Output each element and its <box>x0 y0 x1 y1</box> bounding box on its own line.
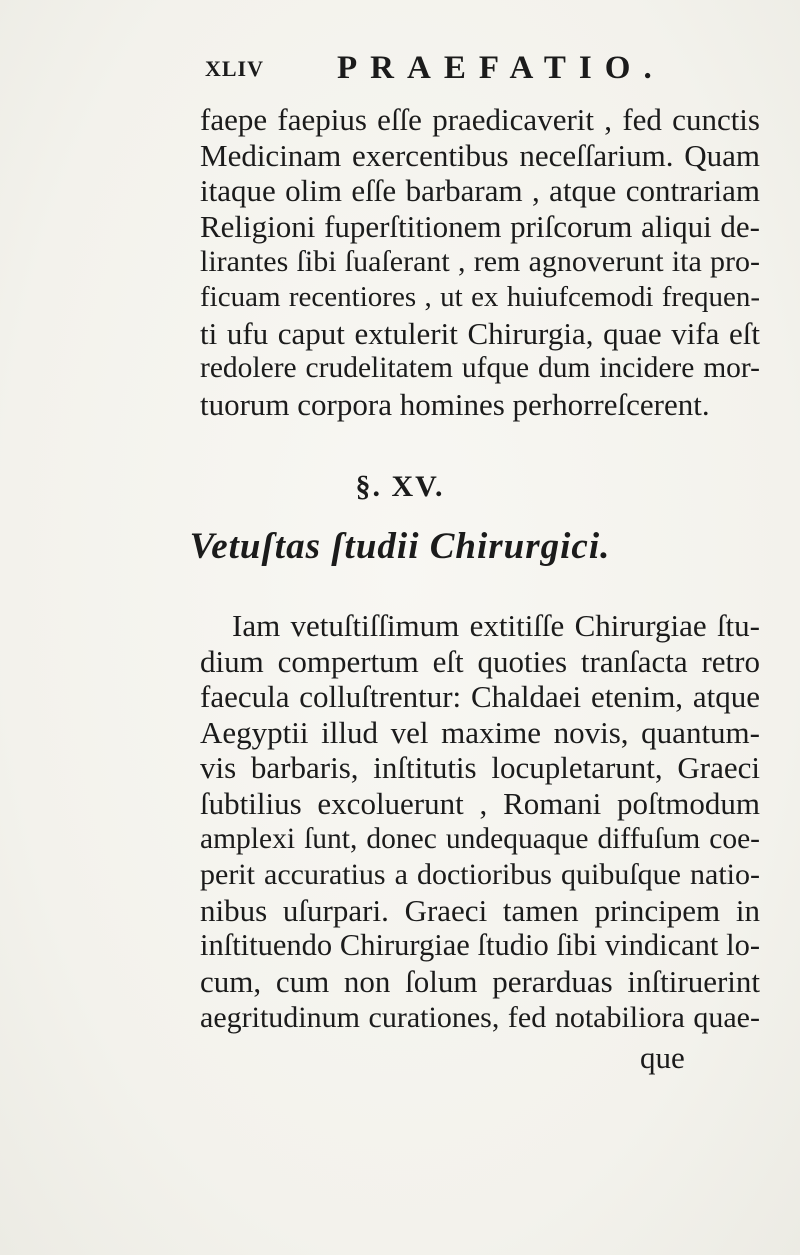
text-line: inſtituendo Chirurgiae ſtudio ſibi vindicant lo- <box>200 928 760 963</box>
text-line: Medicinam exercentibus neceſſarium. Quam <box>200 137 760 173</box>
section-title: Vetuſtas ſtudii Chirurgici. <box>189 526 611 567</box>
page-number: XLIV <box>205 56 265 81</box>
text-line: perit accuratius a doctioribus quibuſque natio- <box>200 858 760 892</box>
text-line: nibus uſurpari. Graeci tamen principem in <box>200 892 760 928</box>
section-number: §. XV. <box>355 470 445 503</box>
text-line: aegritudinum curationes, fed notabiliora quae- <box>200 1000 760 1034</box>
text-line: faecula colluſtrentur: Chaldaei etenim, atque <box>200 679 760 715</box>
text-line: Religioni fuperſtitionem priſcorum aliqui de- <box>200 208 760 244</box>
text-line: lirantes ſibi ſuaſerant , rem agnoverunt ita pro- <box>200 245 760 279</box>
text-line: Aegyptii illud vel maxime novis, quantum- <box>200 714 760 750</box>
catchword: que <box>640 1040 685 1075</box>
text-line: redolere crudelitatem ufque dum incidere mor- <box>200 352 760 385</box>
text-line: ſubtilius excoluerunt , Romani poſtmodum <box>200 785 760 821</box>
text-line: Iam vetuſtiſſimum extitiſſe Chirurgiae ſtu- <box>232 608 760 643</box>
text-line: itaque olim eſſe barbaram , atque contrariam <box>200 173 760 209</box>
paragraph-1 <box>200 102 760 422</box>
page-header <box>205 50 665 90</box>
text-line: dium compertum eſt quoties tranſacta retro <box>200 643 760 679</box>
text-line: vis barbaris, inſtitutis locupletarunt, Graeci <box>200 750 760 786</box>
running-title: PRAEFATIO. <box>337 50 665 86</box>
text-line: tuorum corpora homines perhorreſcerent. <box>200 386 710 422</box>
paragraph-2 <box>200 608 760 1035</box>
text-line: cum, cum non ſolum perarduas inſtiruerint <box>200 963 760 999</box>
text-line: faepe faepius eſſe praedicaverit , fed cunctis <box>200 102 760 137</box>
text-line: ti ufu caput extulerit Chirurgia, quae vifa eſt <box>200 315 760 351</box>
text-line: ficuam recentiores , ut ex huiufcemodi frequen- <box>200 280 760 313</box>
text-line: amplexi ſunt, donec undequaque diffuſum coe- <box>200 822 760 855</box>
